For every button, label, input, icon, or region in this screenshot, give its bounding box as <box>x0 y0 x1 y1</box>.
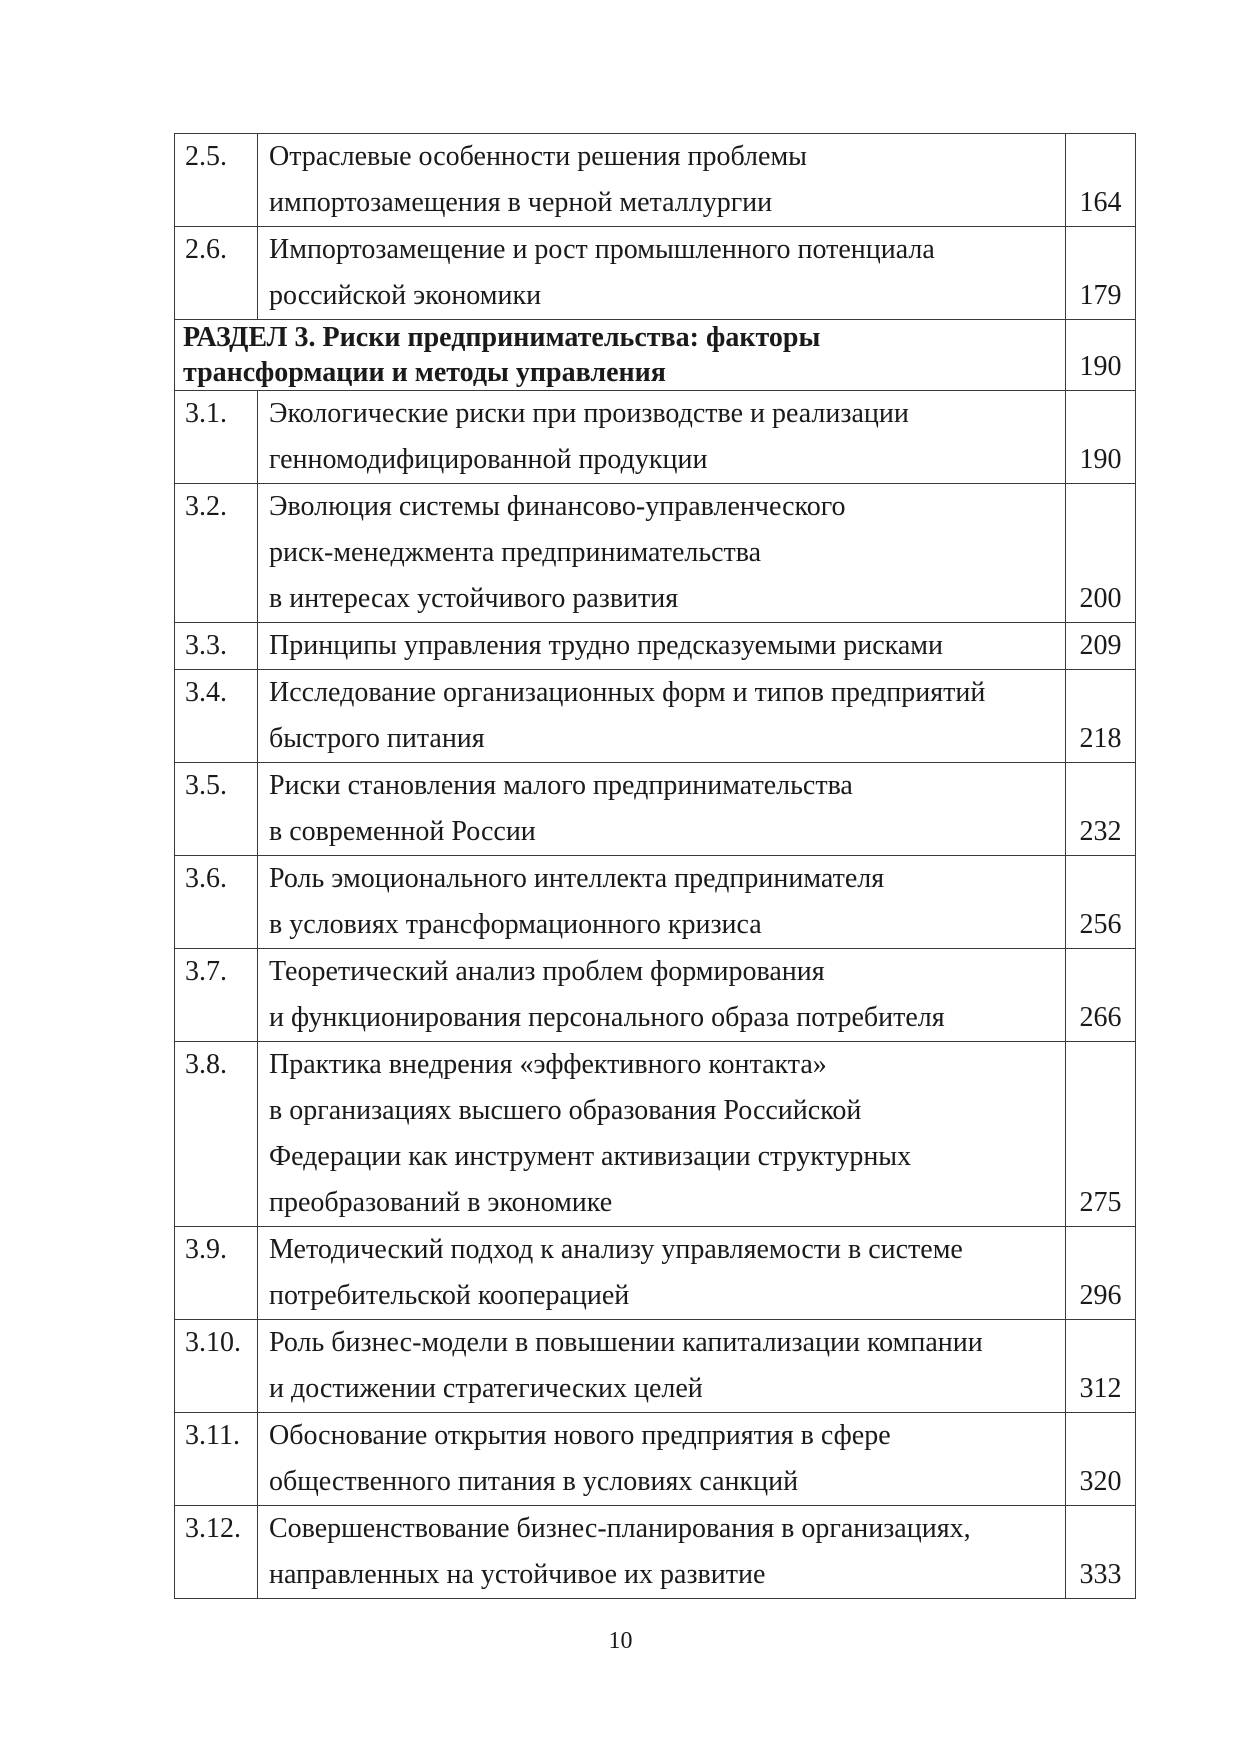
toc-entry-row <box>175 1320 1136 1413</box>
toc-page-number: 218 <box>1066 670 1136 763</box>
toc-entry-title-line: потребительской кооперацией <box>269 1280 630 1311</box>
toc-entry-title <box>258 949 1066 1042</box>
toc-entry-title-line: направленных на устойчивое их развитие <box>269 1559 766 1590</box>
toc-entry-title-line: риск-менеджмента предпринимательства <box>269 537 762 568</box>
toc-entry-number: 3.5. <box>175 763 258 856</box>
toc-entry-title-line: Теоретический анализ проблем формирования <box>269 956 825 987</box>
toc-entry-title-line: Исследование организационных форм и типов предприятий <box>269 677 986 708</box>
toc-entry-number: 3.9. <box>175 1227 258 1320</box>
table-of-contents <box>174 133 1136 1599</box>
toc-page-number: 232 <box>1066 763 1136 856</box>
toc-entry-row <box>175 623 1136 670</box>
toc-entry-title <box>258 856 1066 949</box>
toc-entry-title-line: преобразований в экономике <box>269 1187 613 1218</box>
toc-page-number: 296 <box>1066 1227 1136 1320</box>
toc-body <box>175 134 1136 1599</box>
toc-page-number: 179 <box>1066 227 1136 320</box>
toc-entry-number: 2.6. <box>175 227 258 320</box>
toc-entry-number: 3.2. <box>175 484 258 623</box>
toc-entry-title-line: Совершенствование бизнес-планирования в организациях, <box>269 1513 971 1544</box>
toc-entry-number: 3.6. <box>175 856 258 949</box>
toc-entry-title <box>258 391 1066 484</box>
toc-page-number: 312 <box>1066 1320 1136 1413</box>
toc-entry-title-line: Импортозамещение и рост промышленного потенциала <box>269 234 935 265</box>
toc-page-number: 333 <box>1066 1506 1136 1599</box>
toc-entry-title-line: Принципы управления трудно предсказуемыми рисками <box>269 630 943 661</box>
toc-entry-title-line: в условиях трансформационного кризиса <box>269 909 762 940</box>
toc-entry-title <box>258 670 1066 763</box>
toc-entry-number: 3.7. <box>175 949 258 1042</box>
toc-entry-title-line: общественного питания в условиях санкций <box>269 1466 799 1497</box>
toc-entry-row <box>175 1042 1136 1227</box>
toc-entry-number: 3.12. <box>175 1506 258 1599</box>
toc-entry-number: 3.1. <box>175 391 258 484</box>
toc-entry-title <box>258 1506 1066 1599</box>
toc-entry-title-line: и функционирования персонального образа потребителя <box>269 1002 945 1033</box>
toc-page-number: 200 <box>1066 484 1136 623</box>
toc-entry-title-line: в современной России <box>269 816 536 847</box>
toc-entry-title <box>258 1227 1066 1320</box>
toc-entry-title <box>258 1320 1066 1413</box>
toc-page-number: 266 <box>1066 949 1136 1042</box>
toc-entry-number: 3.11. <box>175 1413 258 1506</box>
toc-entry-title-line: Роль бизнес-модели в повышении капитализации компании <box>269 1327 983 1358</box>
toc-entry-title-line: Роль эмоционального интеллекта предпринимателя <box>269 863 885 894</box>
toc-entry-row <box>175 134 1136 227</box>
toc-entry-title <box>258 484 1066 623</box>
page-number: 10 <box>608 1628 633 1654</box>
toc-entry-title-line: Обоснование открытия нового предприятия в сфере <box>269 1420 891 1451</box>
toc-entry-title <box>258 1042 1066 1227</box>
toc-entry-title-line: и достижении стратегических целей <box>269 1373 703 1404</box>
toc-page-number: 320 <box>1066 1413 1136 1506</box>
toc-entry-title-line: Риски становления малого предпринимательства <box>269 770 853 801</box>
toc-entry-title <box>258 134 1066 227</box>
toc-entry-number: 3.3. <box>175 623 258 670</box>
toc-page-number: 190 <box>1066 320 1136 391</box>
toc-page-number: 275 <box>1066 1042 1136 1227</box>
toc-entry-number: 3.10. <box>175 1320 258 1413</box>
toc-entry-title-line: российской экономики <box>269 280 542 311</box>
toc-entry-title-line: Экологические риски при производстве и реализации <box>269 398 909 429</box>
toc-entry-title-line: Эволюция системы финансово-управленческого <box>269 491 846 522</box>
toc-entry-row <box>175 1413 1136 1506</box>
toc-entry-title-line: быстрого питания <box>269 723 485 754</box>
toc-entry-title <box>258 763 1066 856</box>
toc-entry-title <box>258 227 1066 320</box>
toc-entry-row <box>175 856 1136 949</box>
toc-entry-row <box>175 1506 1136 1599</box>
toc-section-title-line: РАЗДЕЛ 3. Риски предпринимательства: факторы <box>183 322 821 353</box>
toc-entry-number: 3.4. <box>175 670 258 763</box>
toc-entry-number: 2.5. <box>175 134 258 227</box>
toc-entry-row <box>175 484 1136 623</box>
toc-entry-row <box>175 1227 1136 1320</box>
toc-page-number: 190 <box>1066 391 1136 484</box>
toc-entry-title-line: Практика внедрения «эффективного контакта» <box>269 1049 827 1080</box>
toc-entry-row <box>175 227 1136 320</box>
toc-entry-number: 3.8. <box>175 1042 258 1227</box>
toc-entry-row <box>175 949 1136 1042</box>
toc-entry-title-line: в организациях высшего образования Российской <box>269 1095 862 1126</box>
toc-section-row <box>175 320 1136 391</box>
toc-page-number: 256 <box>1066 856 1136 949</box>
toc-entry-title-line: Федерации как инструмент активизации структурных <box>269 1141 912 1172</box>
toc-section-title-line: трансформации и методы управления <box>183 357 666 388</box>
toc-entry-row <box>175 391 1136 484</box>
toc-section-title <box>175 320 1066 391</box>
toc-entry-title-line: Отраслевые особенности решения проблемы <box>269 141 807 172</box>
toc-entry-title <box>258 623 1066 670</box>
toc-entry-title-line: в интересах устойчивого развития <box>269 583 679 614</box>
toc-page-number: 164 <box>1066 134 1136 227</box>
toc-page-number: 209 <box>1066 623 1136 670</box>
toc-entry-row <box>175 670 1136 763</box>
toc-entry-title <box>258 1413 1066 1506</box>
toc-entry-title-line: генномодифицированной продукции <box>269 444 708 475</box>
toc-entry-row <box>175 763 1136 856</box>
toc-entry-title-line: Методический подход к анализу управляемости в системе <box>269 1234 963 1265</box>
toc-entry-title-line: импортозамещения в черной металлургии <box>269 187 773 218</box>
